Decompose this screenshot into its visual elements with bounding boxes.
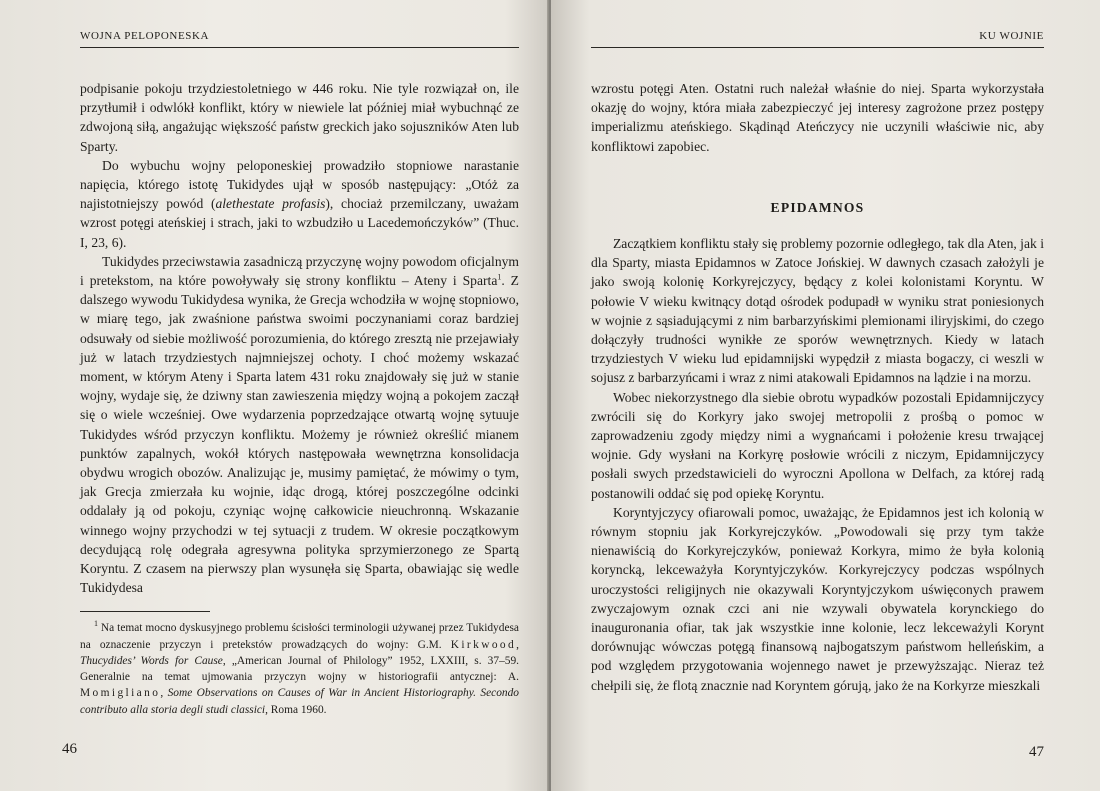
left-page (0, 0, 549, 791)
page-number-left: 46 (62, 741, 77, 757)
paragraph-2 (80, 156, 519, 252)
section-title: EPIDAMNOS (770, 199, 865, 215)
footnote-part: , Roma 1960. (265, 703, 327, 716)
paragraph-2-start: Do wybuchu wojny peloponeskiej prowadziło stopniowe narastanie napięcia, którego istotę Tukidydes ujął w sposób następujący: „Otóż za najistotniejszy powód ( (80, 157, 519, 212)
paragraph-1: podpisanie pokoju trzydziestoletniego w 446 roku. Nie tyle rozwiązał on, ile przytłumił i odwlókł konflikt, który w niewiele lat później miał wybuchnąć ze zdwojoną siłą, angażując większość państw greckich jako sojuszników Aten lub Sparty. (80, 81, 519, 154)
footnote-reference: 1 (497, 272, 502, 282)
footnote-part: , (160, 687, 168, 700)
header-rule-right (591, 47, 1044, 48)
paragraph-3-end: . Z dalszego wywodu Tukidydesa wynika, że Grecja wchodziła w wojnę stopniowo, w miarę tego, jak zwaśnione państwa swoimi poczynaniami coraz bardziej odsuwały od siebie możliwość porozumienia, do którego zresztą nie przejawiały już w latach trzydziestych najmniejszej ochoty. I choć możemy wskazać moment, w którym Ateny i Sparta latem 431 roku znajdowały się już w stanie wojny, wydaje się, że dziwny stan zawieszenia między wojną a pokojem zaczął się o wiele wcześniej. Owe wydarzenia poprzedzające otwartą wojnę sytuuje Tukidydes wśród przyczyn konfliktu. Możemy je również określić mianem punktów zapalnych, wokół których następowała wewnętrzna konsolidacja obydwu wrogich obozów. Analizując je, musimy pamiętać, że mówimy o tym, jak Grecja zmierzała ku wojnie, idąc drogą, której poszczególne odcinki oddalały ją od pokoju, czyniąc wojnę całkowicie nieuchronną. Wskazanie winnego wojny przychodzi w tej sytuacji z trudem. W okresie początkowym decydującą rolę odegrała agresywna polityka sprzymierzonego ze Spartą Koryntu. Z czasem na pierwszy plan wysunęła się Sparta, obawiając się wedle Tukidydesa (80, 273, 519, 596)
page-number-right: 47 (1029, 744, 1044, 760)
greek-term: alethestate profasis (215, 196, 326, 212)
header-rule-left (80, 47, 519, 48)
footnote-author: Kirkwood (450, 638, 517, 651)
footnote-author: Momigliano (80, 687, 161, 700)
running-head-right: KU WOJNIE (979, 30, 1044, 42)
footnote-number: 1 (94, 619, 98, 629)
paragraph-epidamnos-3: Koryntyjczycy ofiarowali pomoc, uważając, że Epidamnos jest ich kolonią w równym stopniu jak Korkyrejczyków. „Powodowali się przy tym także nienawiścią do Korkyrejczyków, ponieważ Korkyra, mimo że była kolonią koryncką, lekceważyła Koryntyjczyków. Korkyrejczycy podczas wspólnych uroczystości religijnych nie okazywali Koryntyjczykom uświęconych prawem zwyczajowym oznak czci ani nie wzywali obywatela korynckiego do inauguronania ofiar, tak jak wszystkie inne kolonie, lecz lekceważyli Korynt dorównując wówczas potęgą finansową najbogatszym państwom helleńskim, a pod względem przygotowania wojennego nawet je przewyższając. Nieraz też chełpili się, że flotą znacznie nad Koryntem górują, jako że na Korkyrze mieszkali (591, 504, 1044, 693)
running-head-left: WOJNA PELOPONESKA (80, 30, 210, 42)
left-page-body (80, 79, 519, 718)
paragraph-3-start: Tukidydes przeciwstawia zasadniczą przyczynę wojny powodom oficjalnym i pretekstom, na które powoływały się strony konfliktu – Ateny i Sparta (80, 253, 520, 289)
right-page (551, 0, 1100, 791)
footnote-title: Some Observations on Causes of War in Ancient Historiography. Secondo contributo alla storia degli studi classici (80, 687, 519, 716)
paragraph-epidamnos-1: Zaczątkiem konfliktu stały się problemy pozornie odległego, tak dla Aten, jak i dla Sparty, miasta Epidamnos w Zatoce Jońskiej. W dawnych czasach założyli je jako swoją kolonię Korkyrejczycy, będący z kolei kolonistami Koryntu. W połowie V wieku kwitnący dotąd ośrodek podupadł w wyniku strat poniesionych w wojnie z sąsiadującymi z nim barbarzyńskimi plemionami iliryjskimi, do czego dołączyły trudności wynikłe ze sporów wewnętrznych. Kiedy w latach trzydziestych V wieku lud epidamnijski wypędził z miasta bogaczy, ci weszli w sojusz z barbarzyńcami i wraz z nimi atakowali Epidamnos na lądzie i na morzu. (591, 236, 1044, 386)
paragraph-epidamnos-2: Wobec niekorzystnego dla siebie obrotu wypadków pozostali Epidamnijczycy zwrócili się do Korkyry jako swojej metropolii z prośbą o pomoc w zaprowadzeniu zgody między nimi a wygnańcami i położenie kresu trwającej wojnie. Gdy wysłani na Korkyrę posłowie wrócili z niczym, Epidamnijczycy posłali swych przedstawicieli do wyroczni Apollona w Delfach, za której radą postanowili oddać się pod opiekę Koryntu. (591, 389, 1044, 501)
paragraph-3 (80, 252, 519, 598)
paragraph-2-end: ), chociaż przemilczany, uważam wzrost potęgi ateńskiej i strach, jaki to wzbudziło u Lacedemończyków” (Thuc. I, 23, 6). (80, 196, 519, 250)
footnote-part: Na temat mocno dyskusyjnego problemu ścisłości terminologii używanej przez Tukidydesa na oznaczenie przyczyn i pretekstów prowadzących do wojny: G.M. (80, 622, 519, 651)
right-page-body (591, 79, 1044, 695)
footnote-title: Thucydides’ Words for Cause (80, 654, 223, 667)
intro-paragraph: wzrostu potęgi Aten. Ostatni ruch należał właśnie do niej. Sparta wykorzystała okazję do wojny, która miała zabezpieczyć jej interesy zagrożone przez postępy imperializmu ateńskiego. Skądinąd Ateńczycy nie uczynili właściwie nic, aby konfliktowi zapobiec. (591, 81, 1044, 154)
footnote-part: , „American Journal of Philology” 1952, LXXIII, s. 37–59. Generalnie na temat ujmowania przyczyn wojny w historiografii antycznej: A. (80, 654, 519, 684)
footnote-part: , (516, 638, 519, 651)
footnote-text (80, 620, 519, 717)
footnote-rule (80, 611, 210, 612)
footnote (80, 620, 519, 717)
